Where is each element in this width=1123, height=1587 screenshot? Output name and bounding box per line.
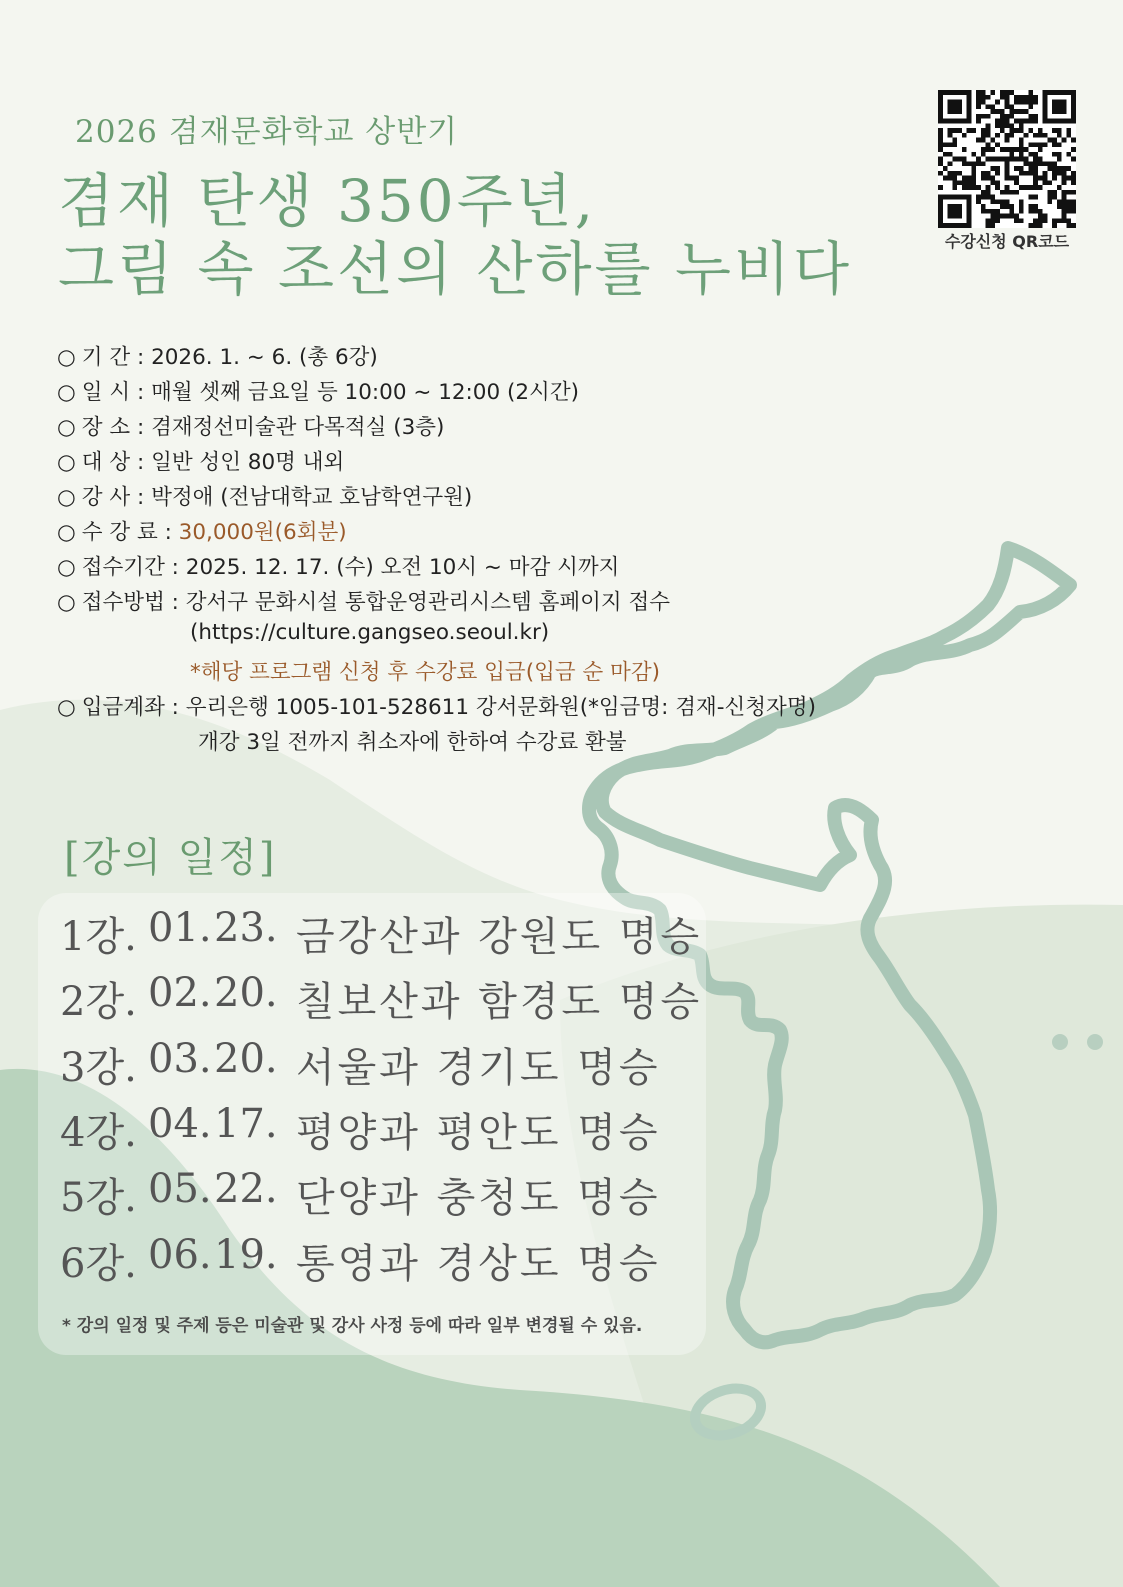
lecture-topic: 금강산과 강원도 명승 <box>296 914 703 960</box>
apply-url-link[interactable]: (https://culture.gangseo.seoul.kr) <box>190 620 550 645</box>
circle-bullet-icon: ○ <box>57 590 76 615</box>
lecture-topic: 단양과 충청도 명승 <box>296 1175 661 1221</box>
info-value: 2026. 1. ~ 6. (총 6강) <box>151 345 378 370</box>
info-value: 우리은행 1005-101-528611 강서문화원(*임금명: 겸재-신청자명) <box>185 695 816 720</box>
lecture-number: 5강. <box>60 1175 137 1221</box>
poster-title-line-2: 그림 속 조선의 산하를 누비다 <box>58 235 853 303</box>
lecture-month: 03. <box>148 1036 212 1082</box>
lecture-month: 05. <box>148 1166 212 1212</box>
schedule-footnote: * 강의 일정 및 주제 등은 미술관 및 강사 사정 등에 따라 일부 변경될 수 있음. <box>62 1316 643 1336</box>
info-value: 강서구 문화시설 통합운영관리시스템 홈페이지 접수 <box>185 590 671 615</box>
lecture-month: 01. <box>148 905 212 951</box>
lecture-number: 2강. <box>60 979 137 1025</box>
info-period <box>57 340 378 371</box>
qr-caption: 수강신청 QR코드 <box>944 232 1070 251</box>
lecture-topic: 통영과 경상도 명승 <box>296 1241 661 1287</box>
lecture-number: 3강. <box>60 1045 137 1091</box>
schedule-heading: [강의 일정] <box>64 835 277 881</box>
poster-title-line-1: 겸재 탄생 350주년, <box>58 167 597 235</box>
info-time <box>57 375 579 406</box>
info-label: 대 상 : <box>81 450 152 475</box>
info-label: 입금계좌 : <box>81 695 186 720</box>
info-place <box>57 410 444 441</box>
lecture-day: 23. <box>214 905 278 951</box>
poster-subtitle: 2026 겸재문화학교 상반기 <box>75 114 459 150</box>
circle-bullet-icon: ○ <box>57 345 76 370</box>
info-label: 접수기간 : <box>81 555 186 580</box>
lecture-day: 20. <box>214 1036 278 1082</box>
info-target <box>57 445 344 476</box>
info-registration-period <box>57 550 619 581</box>
lecture-topic: 서울과 경기도 명승 <box>296 1045 661 1091</box>
info-value: 겸재정선미술관 다목적실 (3층) <box>151 415 445 440</box>
circle-bullet-icon: ○ <box>57 555 76 580</box>
info-value: 박정애 (전남대학교 호남학연구원) <box>151 485 473 510</box>
info-value-fee: 30,000원(6회분) <box>178 520 347 545</box>
info-value: 매월 셋째 금요일 등 10:00 ~ 12:00 (2시간) <box>151 380 579 405</box>
lecture-topic: 평양과 평안도 명승 <box>296 1110 661 1156</box>
info-bank-account <box>57 690 816 721</box>
circle-bullet-icon: ○ <box>57 520 76 545</box>
info-value: 2025. 12. 17. (수) 오전 10시 ~ 마감 시까지 <box>185 555 620 580</box>
info-label: 수 강 료 : <box>81 520 179 545</box>
lecture-number: 1강. <box>60 914 137 960</box>
lecture-day: 20. <box>214 970 278 1016</box>
info-label: 기 간 : <box>81 345 152 370</box>
circle-bullet-icon: ○ <box>57 485 76 510</box>
refund-note: 개강 3일 전까지 취소자에 한하여 수강료 환불 <box>198 730 627 755</box>
info-registration-method <box>57 585 670 616</box>
lecture-month: 02. <box>148 970 212 1016</box>
circle-bullet-icon: ○ <box>57 380 76 405</box>
lecture-day: 19. <box>214 1232 278 1278</box>
apply-note: *해당 프로그램 신청 후 수강료 입금(입금 순 마감) <box>190 660 660 685</box>
lecture-day: 17. <box>214 1101 278 1147</box>
info-value: 일반 성인 80명 내외 <box>151 450 345 475</box>
info-label: 장 소 : <box>81 415 152 440</box>
lecture-number: 6강. <box>60 1241 137 1287</box>
circle-bullet-icon: ○ <box>57 450 76 475</box>
circle-bullet-icon: ○ <box>57 695 76 720</box>
info-fee <box>57 515 347 546</box>
qr-code-icon[interactable] <box>938 90 1076 228</box>
info-label: 일 시 : <box>81 380 152 405</box>
info-lecturer <box>57 480 472 511</box>
lecture-topic: 칠보산과 함경도 명승 <box>296 979 703 1025</box>
lecture-day: 22. <box>214 1166 278 1212</box>
lecture-number: 4강. <box>60 1110 137 1156</box>
lecture-month: 06. <box>148 1232 212 1278</box>
lecture-month: 04. <box>148 1101 212 1147</box>
info-label: 강 사 : <box>81 485 152 510</box>
info-label: 접수방법 : <box>81 590 186 615</box>
circle-bullet-icon: ○ <box>57 415 76 440</box>
